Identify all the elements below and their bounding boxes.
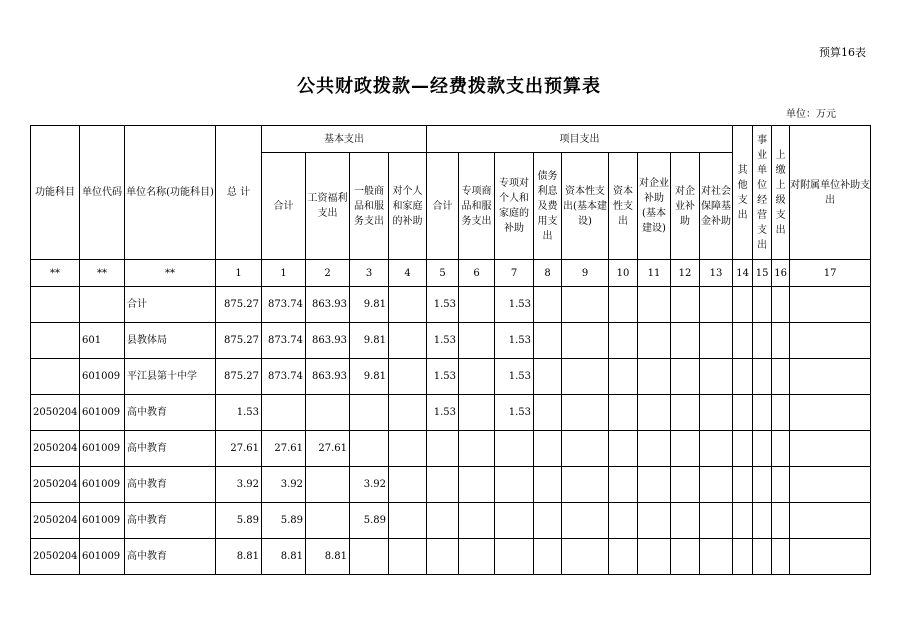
cell-empty: [753, 503, 772, 539]
cell-proj-personal: [495, 467, 534, 503]
cell-basic-sum: 27.61: [262, 431, 306, 467]
cell-proj-personal: 1.53: [495, 359, 534, 395]
index-cell: 1: [216, 260, 262, 287]
cell-basic-sum: 873.74: [262, 287, 306, 323]
cell-empty: [638, 539, 671, 575]
cell-empty: [700, 323, 733, 359]
cell-empty: [790, 539, 871, 575]
cell-basic-sum: 5.89: [262, 503, 306, 539]
cell-proj-goods: [459, 431, 495, 467]
header-name: 单位名称(功能科目): [125, 126, 216, 260]
cell-wage: [306, 395, 350, 431]
cell-empty: [534, 539, 562, 575]
cell-empty: [534, 395, 562, 431]
index-cell: 9: [562, 260, 609, 287]
cell-empty: [671, 359, 700, 395]
index-cell: 13: [700, 260, 733, 287]
cell-func: 2050204: [31, 431, 80, 467]
cell-empty: [790, 467, 871, 503]
header-capital: 资本性支出: [609, 153, 638, 260]
index-cell: 16: [772, 260, 790, 287]
cell-code: 601009: [80, 467, 125, 503]
cell-empty: [534, 323, 562, 359]
cell-empty: [772, 467, 790, 503]
cell-empty: [753, 395, 772, 431]
cell-proj-personal: 1.53: [495, 287, 534, 323]
cell-personal: [389, 431, 427, 467]
header-affiliated: 对附属单位补助支出: [790, 126, 871, 260]
cell-name: 高中教育: [125, 467, 216, 503]
table-row: [31, 323, 871, 359]
cell-empty: [562, 431, 609, 467]
cell-func: [31, 287, 80, 323]
cell-func: 2050204: [31, 467, 80, 503]
cell-empty: [609, 503, 638, 539]
header-row-1: [31, 126, 871, 153]
cell-empty: [790, 431, 871, 467]
table-row: [31, 395, 871, 431]
cell-total: 27.61: [216, 431, 262, 467]
cell-empty: [671, 323, 700, 359]
cell-empty: [733, 539, 753, 575]
index-cell: 17: [790, 260, 871, 287]
cell-empty: [609, 323, 638, 359]
header-debt: 债务利息及费用支出: [534, 153, 562, 260]
cell-name: 高中教育: [125, 395, 216, 431]
cell-basic-sum: 3.92: [262, 467, 306, 503]
cell-wage: 863.93: [306, 359, 350, 395]
cell-empty: [609, 359, 638, 395]
cell-total: 875.27: [216, 359, 262, 395]
index-cell: 6: [459, 260, 495, 287]
cell-proj-personal: [495, 503, 534, 539]
index-cell: 2: [306, 260, 350, 287]
cell-wage: 863.93: [306, 287, 350, 323]
header-social: 对社会保障基金补助: [700, 153, 733, 260]
cell-empty: [700, 503, 733, 539]
table-row: [31, 287, 871, 323]
cell-personal: [389, 467, 427, 503]
header-personal: 对个人和家庭的补助: [389, 153, 427, 260]
cell-goods: 9.81: [350, 287, 389, 323]
cell-empty: [638, 359, 671, 395]
cell-empty: [534, 359, 562, 395]
header-wage: 工资福利支出: [306, 153, 350, 260]
header-biz: 事业单位经营支出: [757, 134, 768, 251]
header-enterprise: 对企业补助: [671, 153, 700, 260]
cell-proj-sum: [427, 539, 459, 575]
cell-proj-personal: [495, 539, 534, 575]
cell-empty: [671, 539, 700, 575]
cell-empty: [790, 503, 871, 539]
cell-empty: [700, 539, 733, 575]
cell-empty: [733, 431, 753, 467]
header-code: 单位代码: [80, 126, 125, 260]
cell-empty: [671, 467, 700, 503]
cell-proj-sum: 1.53: [427, 359, 459, 395]
cell-empty: [700, 359, 733, 395]
index-cell: 7: [495, 260, 534, 287]
header-basic: 基本支出: [262, 126, 427, 153]
cell-empty: [733, 503, 753, 539]
cell-empty: [671, 503, 700, 539]
index-cell: **: [80, 260, 125, 287]
form-number: 预算16表: [819, 46, 866, 59]
header-project: 项目支出: [427, 126, 733, 153]
cell-code: 601009: [80, 359, 125, 395]
cell-empty: [772, 359, 790, 395]
cell-personal: [389, 539, 427, 575]
cell-empty: [753, 323, 772, 359]
cell-func: 2050204: [31, 503, 80, 539]
cell-empty: [562, 395, 609, 431]
cell-empty: [772, 539, 790, 575]
cell-goods: 9.81: [350, 359, 389, 395]
cell-empty: [733, 287, 753, 323]
cell-empty: [700, 431, 733, 467]
cell-basic-sum: 873.74: [262, 323, 306, 359]
cell-proj-sum: 1.53: [427, 323, 459, 359]
cell-name: 高中教育: [125, 539, 216, 575]
header-func: 功能科目: [31, 126, 80, 260]
table-row: [31, 359, 871, 395]
cell-empty: [609, 431, 638, 467]
cell-code: 601009: [80, 431, 125, 467]
cell-empty: [562, 503, 609, 539]
table-row: [31, 539, 871, 575]
cell-proj-goods: [459, 287, 495, 323]
cell-empty: [638, 395, 671, 431]
index-cell: 12: [671, 260, 700, 287]
header-basic-sum: 合计: [262, 153, 306, 260]
cell-empty: [562, 323, 609, 359]
cell-wage: 27.61: [306, 431, 350, 467]
cell-code: 601009: [80, 539, 125, 575]
index-cell: 3: [350, 260, 389, 287]
cell-proj-goods: [459, 467, 495, 503]
cell-empty: [671, 431, 700, 467]
cell-goods: [350, 539, 389, 575]
cell-code: 601: [80, 323, 125, 359]
cell-empty: [534, 503, 562, 539]
unit-label: 单位：万元: [786, 109, 836, 120]
header-proj-sum: 合计: [427, 153, 459, 260]
cell-empty: [772, 395, 790, 431]
index-cell: 1: [262, 260, 306, 287]
cell-wage: 863.93: [306, 323, 350, 359]
cell-empty: [753, 467, 772, 503]
table-row: [31, 431, 871, 467]
cell-empty: [609, 467, 638, 503]
cell-personal: [389, 395, 427, 431]
table-row: [31, 467, 871, 503]
cell-proj-sum: 1.53: [427, 287, 459, 323]
cell-empty: [772, 287, 790, 323]
cell-empty: [753, 359, 772, 395]
cell-proj-goods: [459, 503, 495, 539]
cell-empty: [638, 287, 671, 323]
cell-total: 1.53: [216, 395, 262, 431]
cell-code: 601009: [80, 503, 125, 539]
cell-goods: 9.81: [350, 323, 389, 359]
index-cell: 11: [638, 260, 671, 287]
cell-empty: [733, 467, 753, 503]
cell-empty: [562, 539, 609, 575]
cell-proj-goods: [459, 395, 495, 431]
cell-empty: [753, 287, 772, 323]
cell-empty: [790, 287, 871, 323]
cell-total: 875.27: [216, 323, 262, 359]
cell-empty: [638, 467, 671, 503]
cell-empty: [790, 323, 871, 359]
cell-wage: [306, 503, 350, 539]
cell-total: 3.92: [216, 467, 262, 503]
cell-empty: [609, 287, 638, 323]
cell-func: 2050204: [31, 539, 80, 575]
cell-proj-goods: [459, 359, 495, 395]
cell-personal: [389, 503, 427, 539]
cell-empty: [638, 323, 671, 359]
cell-name: 平江县第十中学: [125, 359, 216, 395]
cell-empty: [733, 359, 753, 395]
cell-func: [31, 359, 80, 395]
cell-goods: 3.92: [350, 467, 389, 503]
header-proj-personal: 专项对个人和家庭的补助: [495, 153, 534, 260]
header-upper: 上缴上级支出: [775, 149, 786, 236]
header-capital-build: 资本性支出(基本建设): [562, 153, 609, 260]
cell-proj-personal: 1.53: [495, 323, 534, 359]
cell-basic-sum: 8.81: [262, 539, 306, 575]
cell-empty: [753, 431, 772, 467]
index-cell: 8: [534, 260, 562, 287]
cell-empty: [700, 395, 733, 431]
cell-name: 高中教育: [125, 431, 216, 467]
cell-proj-sum: [427, 503, 459, 539]
cell-proj-sum: 1.53: [427, 395, 459, 431]
table-body: [31, 287, 871, 575]
cell-empty: [790, 359, 871, 395]
cell-empty: [700, 467, 733, 503]
cell-name: 合计: [125, 287, 216, 323]
cell-total: 5.89: [216, 503, 262, 539]
index-cell: 14: [733, 260, 753, 287]
cell-empty: [562, 287, 609, 323]
cell-func: [31, 323, 80, 359]
cell-proj-sum: [427, 431, 459, 467]
index-cell: 10: [609, 260, 638, 287]
header-goods: 一般商品和服务支出: [350, 153, 389, 260]
cell-empty: [733, 323, 753, 359]
cell-empty: [790, 395, 871, 431]
cell-name: 县教体局: [125, 323, 216, 359]
cell-total: 8.81: [216, 539, 262, 575]
cell-goods: [350, 431, 389, 467]
cell-goods: [350, 395, 389, 431]
cell-empty: [753, 539, 772, 575]
cell-goods: 5.89: [350, 503, 389, 539]
cell-proj-personal: 1.53: [495, 395, 534, 431]
cell-empty: [609, 395, 638, 431]
cell-name: 高中教育: [125, 503, 216, 539]
cell-empty: [562, 467, 609, 503]
index-cell: **: [125, 260, 216, 287]
index-cell: **: [31, 260, 80, 287]
index-row: [31, 260, 871, 287]
cell-proj-goods: [459, 323, 495, 359]
cell-empty: [562, 359, 609, 395]
cell-empty: [733, 395, 753, 431]
cell-empty: [534, 287, 562, 323]
index-cell: 15: [753, 260, 772, 287]
cell-code: [80, 287, 125, 323]
cell-personal: [389, 323, 427, 359]
cell-personal: [389, 287, 427, 323]
cell-basic-sum: 873.74: [262, 359, 306, 395]
cell-personal: [389, 359, 427, 395]
header-enterprise-build: 对企业补助(基本建设): [638, 153, 671, 260]
cell-total: 875.27: [216, 287, 262, 323]
cell-func: 2050204: [31, 395, 80, 431]
cell-empty: [700, 287, 733, 323]
cell-proj-goods: [459, 539, 495, 575]
cell-empty: [534, 431, 562, 467]
cell-proj-sum: [427, 467, 459, 503]
budget-table: [30, 125, 871, 575]
index-cell: 4: [389, 260, 427, 287]
cell-wage: [306, 467, 350, 503]
cell-empty: [609, 539, 638, 575]
header-other: 其他支出: [737, 164, 748, 221]
header-proj-goods: 专项商品和服务支出: [459, 153, 495, 260]
header-total: 总 计: [216, 126, 262, 260]
cell-empty: [534, 467, 562, 503]
cell-empty: [671, 287, 700, 323]
table-row: [31, 503, 871, 539]
cell-code: 601009: [80, 395, 125, 431]
cell-basic-sum: [262, 395, 306, 431]
cell-wage: 8.81: [306, 539, 350, 575]
index-cell: 5: [427, 260, 459, 287]
cell-empty: [772, 323, 790, 359]
cell-empty: [772, 431, 790, 467]
cell-empty: [671, 395, 700, 431]
page-title: 公共财政拨款—经费拨款支出预算表: [297, 76, 601, 97]
cell-proj-personal: [495, 431, 534, 467]
cell-empty: [638, 503, 671, 539]
cell-empty: [772, 503, 790, 539]
cell-empty: [638, 431, 671, 467]
